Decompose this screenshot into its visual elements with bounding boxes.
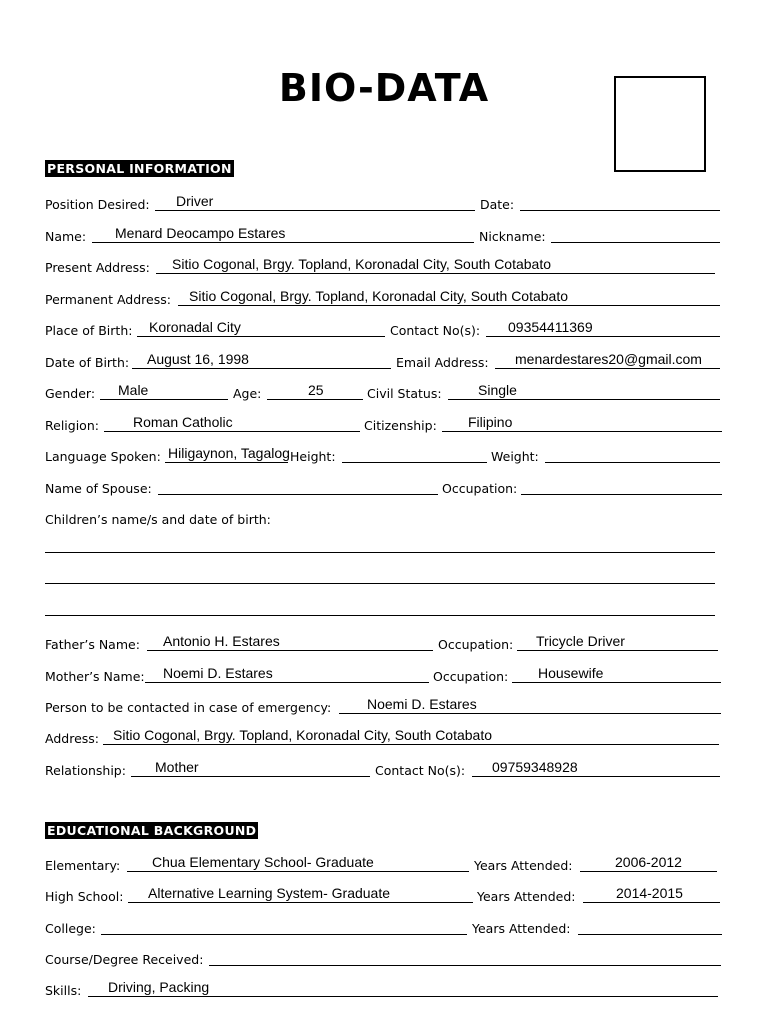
emergency-contact-no-field[interactable]	[375, 756, 720, 778]
high-school-years-value: 2014-2015	[616, 885, 683, 901]
name-value: Menard Deocampo Estares	[115, 225, 286, 241]
relationship-field[interactable]	[45, 756, 370, 778]
row-children	[45, 505, 720, 527]
date-label: Date:	[480, 197, 515, 212]
elementary-field[interactable]	[45, 851, 469, 873]
row-language-height-weight	[45, 442, 720, 464]
gender-value: Male	[118, 382, 149, 398]
page-title: BIO-DATA	[278, 66, 490, 110]
emergency-address-label: Address:	[45, 731, 99, 746]
citizenship-field[interactable]	[364, 411, 722, 433]
elementary-years-field[interactable]	[474, 851, 717, 873]
permanent-address-value: Sitio Cogonal, Brgy. Topland, Koronadal City, South Cotabato	[189, 288, 569, 304]
row-emergency	[45, 693, 720, 715]
elementary-years-label: Years Attended:	[474, 858, 573, 873]
place-of-birth-line	[137, 336, 385, 337]
citizenship-value: Filipino	[468, 414, 513, 430]
father-name-line	[147, 650, 433, 651]
children-line-1[interactable]	[45, 552, 715, 553]
photo-box	[614, 76, 706, 172]
nickname-line	[551, 242, 720, 243]
mother-name-field[interactable]	[45, 662, 429, 684]
high-school-years-line	[583, 902, 720, 903]
children-line-2[interactable]	[45, 583, 715, 584]
weight-field[interactable]	[491, 442, 720, 464]
nickname-label: Nickname:	[479, 229, 546, 244]
relationship-line	[131, 776, 370, 777]
elementary-label: Elementary:	[45, 858, 121, 873]
row-course	[45, 945, 720, 967]
children-label: Children’s name/s and date of birth:	[45, 512, 271, 527]
father-occupation-label: Occupation:	[438, 637, 514, 652]
children-line-3[interactable]	[45, 615, 715, 616]
spouse-line	[158, 494, 438, 495]
relationship-value: Mother	[155, 759, 199, 775]
weight-label: Weight:	[491, 449, 539, 464]
position-desired-value: Driver	[176, 193, 214, 209]
row-college	[45, 914, 720, 936]
elementary-value: Chua Elementary School- Graduate	[152, 854, 374, 870]
civil-status-value: Single	[478, 382, 517, 398]
section-personal-information: PERSONAL INFORMATION	[47, 161, 232, 176]
skills-label: Skills:	[45, 983, 82, 998]
high-school-years-field[interactable]	[477, 882, 720, 904]
name-field[interactable]	[45, 222, 474, 244]
name-label: Name:	[45, 229, 87, 244]
age-value: 25	[308, 382, 324, 398]
religion-label: Religion:	[45, 418, 99, 433]
skills-field[interactable]	[45, 976, 718, 998]
row-present-address	[45, 253, 720, 275]
mother-name-line	[145, 682, 429, 683]
row-religion-citizenship	[45, 411, 720, 433]
date-of-birth-value: August 16, 1998	[147, 351, 249, 367]
email-value: menardestares20@gmail.com	[515, 351, 702, 367]
language-label: Language Spoken:	[45, 449, 161, 464]
mother-occupation-label: Occupation:	[433, 669, 509, 684]
citizenship-line	[442, 431, 722, 432]
religion-field[interactable]	[45, 411, 360, 433]
place-of-birth-value: Koronadal City	[149, 319, 241, 335]
college-label: College:	[45, 921, 96, 936]
place-of-birth-label: Place of Birth:	[45, 323, 133, 338]
age-label: Age:	[233, 386, 262, 401]
religion-value: Roman Catholic	[133, 414, 233, 430]
place-of-birth-field[interactable]	[45, 316, 385, 338]
date-of-birth-line	[132, 368, 391, 369]
emergency-address-line	[103, 744, 719, 745]
section-educational-background: EDUCATIONAL BACKGROUND	[47, 823, 257, 838]
father-name-value: Antonio H. Estares	[163, 633, 280, 649]
skills-line	[88, 996, 718, 997]
position-desired-line	[155, 210, 475, 211]
college-field[interactable]	[45, 914, 467, 936]
emergency-address-value: Sitio Cogonal, Brgy. Topland, Koronadal City, South Cotabato	[113, 727, 493, 743]
date-of-birth-label: Date of Birth:	[45, 355, 130, 370]
present-address-line	[156, 273, 715, 274]
high-school-label: High School:	[45, 889, 124, 904]
father-name-field[interactable]	[45, 630, 433, 652]
religion-line	[104, 431, 360, 432]
emergency-value: Noemi D. Estares	[367, 696, 477, 712]
row-relationship-contact	[45, 756, 720, 778]
mother-occupation-field[interactable]	[433, 662, 721, 684]
college-line	[101, 934, 467, 935]
row-high-school	[45, 882, 720, 904]
gender-label: Gender:	[45, 386, 96, 401]
course-line	[209, 965, 721, 966]
position-desired-field[interactable]	[45, 190, 475, 212]
name-line	[92, 242, 474, 243]
permanent-address-line	[178, 305, 720, 306]
civil-status-field[interactable]	[367, 379, 720, 401]
spouse-occupation-field[interactable]	[442, 474, 722, 496]
citizenship-label: Citizenship:	[364, 418, 437, 433]
mother-name-label: Mother’s Name:	[45, 669, 145, 684]
permanent-address-field[interactable]	[45, 285, 720, 307]
age-line	[267, 399, 363, 400]
row-name-nickname	[45, 222, 720, 244]
mother-occupation-line	[512, 682, 721, 683]
row-gender-age-status	[45, 379, 720, 401]
course-field[interactable]	[45, 945, 721, 967]
course-label: Course/Degree Received:	[45, 952, 204, 967]
height-line	[342, 462, 487, 463]
elementary-line	[127, 871, 469, 872]
row-position-date	[45, 190, 720, 212]
high-school-value: Alternative Learning System- Graduate	[148, 885, 391, 901]
spouse-occupation-line	[521, 494, 722, 495]
mother-name-value: Noemi D. Estares	[163, 665, 273, 681]
skills-value: Driving, Packing	[108, 979, 210, 995]
elementary-years-line	[580, 871, 717, 872]
row-father	[45, 630, 720, 652]
spouse-occupation-label: Occupation:	[442, 481, 518, 496]
relationship-label: Relationship:	[45, 763, 126, 778]
gender-line	[100, 399, 228, 400]
contact-no-line	[486, 336, 720, 337]
college-years-field[interactable]	[472, 914, 722, 936]
mother-occupation-value: Housewife	[538, 665, 604, 681]
row-mother	[45, 662, 720, 684]
date-line	[520, 210, 720, 211]
nickname-field[interactable]	[479, 222, 720, 244]
permanent-address-label: Permanent Address:	[45, 292, 171, 307]
email-line	[495, 368, 720, 369]
contact-no-field[interactable]	[390, 316, 720, 338]
row-permanent-address	[45, 285, 720, 307]
spouse-field[interactable]	[45, 474, 438, 496]
language-line	[165, 462, 288, 463]
spouse-label: Name of Spouse:	[45, 481, 152, 496]
high-school-line	[128, 902, 473, 903]
college-years-label: Years Attended:	[472, 921, 571, 936]
emergency-contact-name-field[interactable]	[45, 693, 721, 715]
elementary-years-value: 2006-2012	[615, 854, 682, 870]
father-occupation-field[interactable]	[438, 630, 718, 652]
present-address-value: Sitio Cogonal, Brgy. Topland, Koronadal City, South Cotabato	[172, 256, 552, 272]
contact-no-value: 09354411369	[508, 319, 593, 335]
email-field[interactable]	[396, 348, 720, 370]
high-school-years-label: Years Attended:	[477, 889, 576, 904]
present-address-label: Present Address:	[45, 260, 150, 275]
date-of-birth-field[interactable]	[45, 348, 391, 370]
language-field[interactable]	[45, 442, 288, 464]
gender-field[interactable]	[45, 379, 228, 401]
row-emergency-address	[45, 724, 720, 746]
emergency-contact-no-value: 09759348928	[492, 759, 578, 775]
high-school-field[interactable]	[45, 882, 473, 904]
row-skills	[45, 976, 720, 998]
father-name-label: Father’s Name:	[45, 637, 140, 652]
father-occupation-line	[517, 650, 718, 651]
row-birthplace-contact	[45, 316, 720, 338]
civil-status-label: Civil Status:	[367, 386, 442, 401]
emergency-contact-no-line	[472, 776, 720, 777]
position-desired-label: Position Desired:	[45, 197, 150, 212]
email-label: Email Address:	[396, 355, 489, 370]
language-value: Hiligaynon, Tagalog	[168, 445, 290, 461]
age-field[interactable]	[233, 379, 363, 401]
college-years-line	[578, 934, 722, 935]
row-spouse	[45, 474, 720, 496]
date-field[interactable]	[480, 190, 720, 212]
row-dob-email	[45, 348, 720, 370]
contact-no-label: Contact No(s):	[390, 323, 481, 338]
row-elementary	[45, 851, 720, 873]
weight-line	[545, 462, 720, 463]
present-address-field[interactable]	[45, 253, 715, 275]
emergency-label: Person to be contacted in case of emergency:	[45, 700, 332, 715]
height-label: Height:	[290, 449, 336, 464]
emergency-contact-no-label: Contact No(s):	[375, 763, 466, 778]
emergency-line	[339, 713, 721, 714]
height-field[interactable]	[290, 442, 487, 464]
civil-status-line	[448, 399, 720, 400]
father-occupation-value: Tricycle Driver	[536, 633, 625, 649]
emergency-address-field[interactable]	[45, 724, 719, 746]
